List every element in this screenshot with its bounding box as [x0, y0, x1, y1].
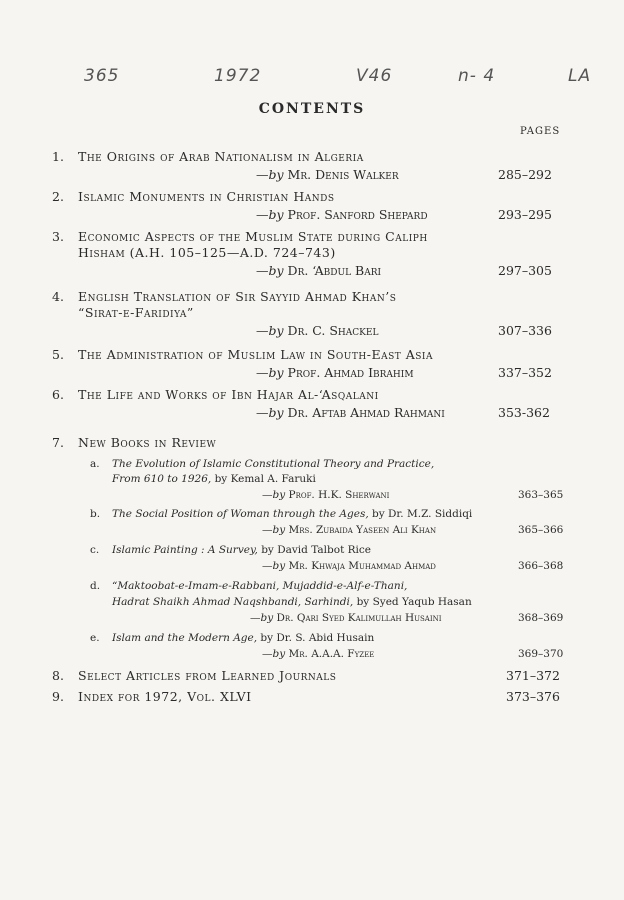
entry-title: Islamic Monuments in Christian Hands — [78, 189, 335, 204]
review-pages: 366–368 — [518, 560, 564, 572]
by-prefix: —by — [256, 365, 288, 380]
book-title: The Social Position of Woman through the Ages, — [112, 508, 369, 520]
review-book-title — [112, 508, 472, 520]
entry-number: 6. — [52, 387, 64, 402]
entry-pages: 297–305 — [498, 263, 552, 278]
review-letter: b. — [90, 508, 101, 520]
entry-title-line-2: Hisham (A.H. 105–125—A.D. 724–743) — [78, 245, 336, 260]
author-name: Dr. C. Shackel — [287, 323, 379, 338]
book-author: by Kemal A. Faruki — [211, 473, 316, 485]
book-title-line-1: The Evolution of Islamic Constitutional Theory and Practice, — [112, 458, 435, 470]
by-prefix: —by — [262, 489, 289, 501]
review-letter: d. — [90, 580, 101, 592]
entry-pages: 371–372 — [506, 668, 560, 683]
by-prefix: —by — [256, 323, 288, 338]
by-prefix: —by — [262, 560, 289, 572]
handwritten-note-5: LA — [568, 66, 592, 86]
review-book-title — [112, 632, 374, 644]
by-prefix: —by — [256, 167, 288, 182]
book-title: Islamic Painting : A Survey, — [112, 544, 258, 556]
reviewer-name: Dr. Qari Syed Kalimullah Husaini — [276, 612, 442, 624]
book-title-line-1: “Maktoobat-e-Imam-e-Rabbani, Mujaddid-e-Alf-e-Thani, — [112, 580, 408, 592]
entry-title: Index for 1972, Vol. XLVI — [78, 689, 252, 704]
reviewer — [250, 612, 442, 624]
author-name: Dr. Aftab Ahmad Rahmani — [287, 405, 445, 420]
by-prefix: —by — [256, 405, 288, 420]
entry-title-line-2: “Sirat-e-Faridiya” — [78, 305, 194, 320]
handwritten-note-4: n- 4 — [458, 66, 496, 86]
by-prefix: —by — [250, 612, 277, 624]
reviewer-name: Prof. H.K. Sherwani — [288, 489, 390, 501]
author-name: Mr. Denis Walker — [287, 167, 399, 182]
entry-number: 3. — [52, 229, 64, 244]
review-pages: 369–370 — [518, 648, 564, 660]
review-book-line-2 — [112, 473, 316, 485]
review-pages: 365–366 — [518, 524, 564, 536]
reviewer-name: Mr. A.A.A. Fyzee — [288, 648, 375, 660]
author-name: Dr. ‘Abdul Bari — [287, 263, 382, 278]
entry-pages: 373–376 — [506, 689, 560, 704]
entry-number: 8. — [52, 668, 64, 683]
review-book-title — [112, 544, 371, 556]
by-prefix: —by — [262, 524, 289, 536]
author-name: Prof. Sanford Shepard — [287, 207, 428, 222]
entry-title: New Books in Review — [78, 435, 217, 450]
book-author: by Dr. S. Abid Husain — [257, 632, 375, 644]
review-pages: 368–369 — [518, 612, 564, 624]
review-letter: e. — [90, 632, 100, 644]
reviewer — [262, 648, 374, 660]
entry-title: The Life and Works of Ibn Hajar Al-‘Asqalani — [78, 387, 379, 402]
pages-column-header: PAGES — [520, 126, 561, 137]
entry-number: 7. — [52, 435, 64, 450]
handwritten-note-1: 365 — [84, 66, 120, 86]
by-prefix: —by — [256, 207, 288, 222]
by-prefix: —by — [262, 648, 289, 660]
book-title: Islam and the Modern Age, — [112, 632, 258, 644]
entry-number: 2. — [52, 189, 64, 204]
reviewer — [262, 524, 436, 536]
review-letter: a. — [90, 458, 100, 470]
handwritten-note-3: V46 — [356, 66, 393, 86]
book-author: by Dr. M.Z. Siddiqi — [368, 508, 473, 520]
review-book-line-2 — [112, 596, 472, 608]
reviewer-name: Mr. Khwaja Muhammad Ahmad — [288, 560, 436, 572]
page-title: CONTENTS — [258, 101, 366, 117]
review-book-title — [112, 458, 434, 470]
entry-title: The Origins of Arab Nationalism in Algeria — [78, 149, 364, 164]
review-book-title — [112, 580, 407, 592]
entry-author — [256, 263, 381, 278]
author-name: Prof. Ahmad Ibrahim — [287, 365, 414, 380]
entry-pages: 337–352 — [498, 365, 552, 380]
entry-author — [256, 323, 378, 338]
entry-pages: 353-362 — [498, 405, 550, 420]
entry-pages: 307–336 — [498, 323, 552, 338]
entry-number: 1. — [52, 149, 64, 164]
reviewer-name: Mrs. Zubaida Yaseen Ali Khan — [288, 524, 437, 536]
entry-title-line-1: Economic Aspects of the Muslim State during Caliph — [78, 229, 428, 244]
entry-author — [256, 167, 399, 182]
entry-number: 5. — [52, 347, 64, 362]
book-author: by Syed Yaqub Hasan — [353, 596, 472, 608]
entry-title: Select Articles from Learned Journals — [78, 668, 337, 683]
reviewer — [262, 489, 389, 501]
book-author: by David Talbot Rice — [257, 544, 371, 556]
entry-author — [256, 365, 414, 380]
entry-pages: 293–295 — [498, 207, 552, 222]
entry-pages: 285–292 — [498, 167, 552, 182]
handwritten-note-2: 1972 — [214, 66, 262, 86]
entry-number: 4. — [52, 289, 64, 304]
by-prefix: —by — [256, 263, 288, 278]
book-title-line-2: Hadrat Shaikh Ahmad Naqshbandi, Sarhindi, — [112, 596, 354, 608]
review-letter: c. — [90, 544, 100, 556]
entry-author — [256, 405, 445, 420]
entry-author — [256, 207, 428, 222]
book-title-line-2: From 610 to 1926, — [112, 473, 212, 485]
entry-title: The Administration of Muslim Law in South-East Asia — [78, 347, 433, 362]
reviewer — [262, 560, 436, 572]
review-pages: 363–365 — [518, 489, 564, 501]
entry-title-line-1: English Translation of Sir Sayyid Ahmad Khan’s — [78, 289, 397, 304]
entry-number: 9. — [52, 689, 64, 704]
